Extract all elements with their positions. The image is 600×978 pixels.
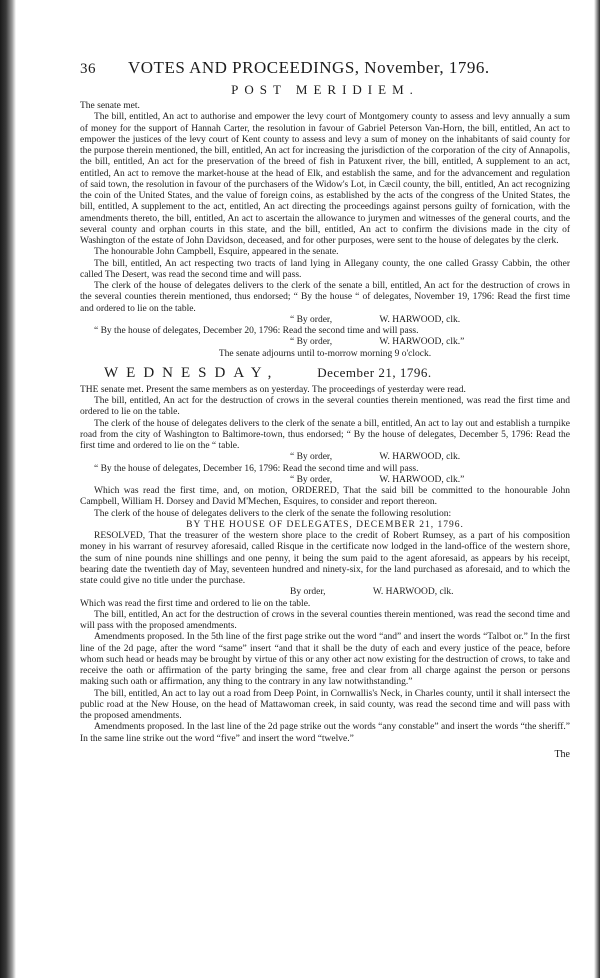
paragraph: Amendments proposed. In the 5th line of the first page strike out the word “and” and insert the words “Talbot or.” In the first line of the 2d page, after the word “same” insert “and that it shall be the duty of each and every justice of the peace, before whom such head or heads may be brought by virtue of this or any other act now existing for the destruction of crows, to take and receive the oath or affirmation of the party bringing the same, free and clear from all charge against the person or persons making such oath or affirmation, any thing to the contrary in any law notwithstanding.” [80, 632, 570, 688]
running-title: VOTES AND PROCEEDINGS, November, 1796. [128, 58, 490, 77]
signature-line: By order, W. HARWOOD, clk. [290, 587, 454, 598]
signature-line: “ By order, W. HARWOOD, clk.” [290, 337, 465, 348]
date-heading: December 21, 1796. [317, 364, 432, 380]
paragraph: THE senate met. Present the same members as on yesterday. The proceedings of yesterday were read. [80, 384, 466, 395]
paragraph: The bill, entitled, An act to authorise and empower the levy court of Montgomery county to assess and levy annually a sum of money for the support of Hannah Carter, the resolution in favour of Gabriel Peterson Van-Horn, the bill, entitled, An act to empower the justices of the levy court of Kent county to assess and levy a sum of money on the inhabitants of said county for the purpose therein mentioned, the bill, entitled, An act for increasing the jurisdiction of the corporation of the city of Annapolis, the bill, entitled, An act for the preservation of the breed of fish in Patuxent river, the bill, entitled, A supplement to an act, entitled, An act to remove the market-house at the head of Elk, and establish the same, and for the advancement and regulation of said town, the resolution in favour of the purchasers of the Widow's Lot, in Cæcil county, the bill, entitled, An act recognizing the coin of the United States, and the value of foreign coins, as established by the acts of the congress of the United States, the bill, entitled, A supplement to the act, entitled, An act directing the proceedings against persons guilty of fornication, with the amendments thereto, the bill, entitled, An act to ascertain the allowance to jurymen and witnesses of the general courts, and the several county and orphan courts in this state, and the bill, entitled, An act to confirm the divisions made in the city of Washington of the estate of John Davidson, deceased, and for other purposes, were sent to the house of delegates by the clerk. [80, 112, 570, 246]
day-heading: WEDNESDAY, [104, 364, 280, 381]
catchword: The [554, 748, 570, 760]
paragraph: The senate met. [80, 101, 140, 111]
signature-line: “ By order, W. HARWOOD, clk. [290, 452, 461, 463]
paragraph: The clerk of the house of delegates delivers to the clerk of the senate a bill, entitled, An act to lay out and establish a turnpike road from the city of Washington to Baltimore-town, thus endorsed; “ By the house of delegates, December 5, 1796: Read the first time and ordered to lie on the “ table. [80, 418, 570, 451]
paragraph: Which was read the first time, and, on motion, ORDERED, That the said bill be committed to the honourable John Campbell, William H. Dorsey and David M'Mechen, Esquires, to consider and report thereon. [80, 486, 570, 508]
signature-line: “ By order, W. HARWOOD, clk. [290, 314, 461, 325]
paragraph: Which was read the first time and ordered to lie on the table. [80, 598, 311, 609]
scan-edge-left [0, 0, 16, 978]
scan-edge-right [594, 0, 600, 978]
paragraph: The honourable John Campbell, Esquire, appeared in the senate. [94, 247, 339, 258]
running-header [80, 58, 570, 78]
paragraph: “ By the house of delegates, December 20, 1796: Read the second time and will pass. [94, 326, 419, 336]
paragraph: The bill, entitled, An act respecting two tracts of land lying in Allegany county, the one called Grassy Cabbin, the other called The Desert, was read the second time and will pass. [80, 258, 570, 280]
paragraph: The clerk of the house of delegates delivers to the clerk of the senate a bill, entitled, An act for the destruction of crows in the several counties therein mentioned, thus endorsed; “ By the house “ of delegates, November 19, 1796: Read the first time and ordered to lie on the table. [80, 281, 570, 314]
signature-line: “ By order, W. HARWOOD, clk.” [290, 474, 465, 485]
paragraph: The bill, entitled, An act for the destruction of crows in the several counties therein mentioned, was read the second time and will pass with the proposed amendments. [80, 609, 570, 631]
paragraph: RESOLVED, That the treasurer of the western shore place to the credit of Robert Rumsey, as a part of his composition money in his warrant of resurvey aforesaid, called Risque in the certificate now lodged in the land-office of the western shore, the sum of nine pounds nine shillings and one penny, it being the sum paid to the agent aforesaid, as appears by his receipt, bearing date the twentieth day of May, seventeen hundred and ninety-six, for the land purchased as aforesaid, and to which the state could give no title under the purchase. [80, 531, 570, 586]
paragraph: The bill, entitled, An act for the destruction of crows in the several counties therein mentioned, was read the first time and ordered to lie on the table. [80, 396, 570, 418]
section-heading-post-meridiem: POST MERIDIEM. [231, 82, 419, 97]
paragraph: “ By the house of delegates, December 16, 1796: Read the second time and will pass. [94, 463, 419, 474]
paragraph: The senate adjourns until to-morrow morning 9 o'clock. [218, 348, 432, 359]
paragraph: The clerk of the house of delegates delivers to the clerk of the senate the following resolution: [94, 508, 452, 519]
paragraph: The bill, entitled, An act to lay out a road from Deep Point, in Cornwallis's Neck, in Charles county, until it shall intersect the public road at the New House, on the head of Mattawoman creek, in said county, was read the second time and will pass with the proposed amendments. [80, 688, 570, 721]
page-number: 36 [80, 61, 96, 77]
section-heading-wednesday [80, 365, 570, 382]
paragraph: Amendments proposed. In the last line of the 2d page strike out the words “any constable” and insert the words “the sheriff.” In the same line strike out the word “five” and insert the word “twelve.” [80, 722, 570, 744]
resolution-heading: BY THE HOUSE OF DELEGATES, DECEMBER 21, 1796. [186, 519, 464, 530]
